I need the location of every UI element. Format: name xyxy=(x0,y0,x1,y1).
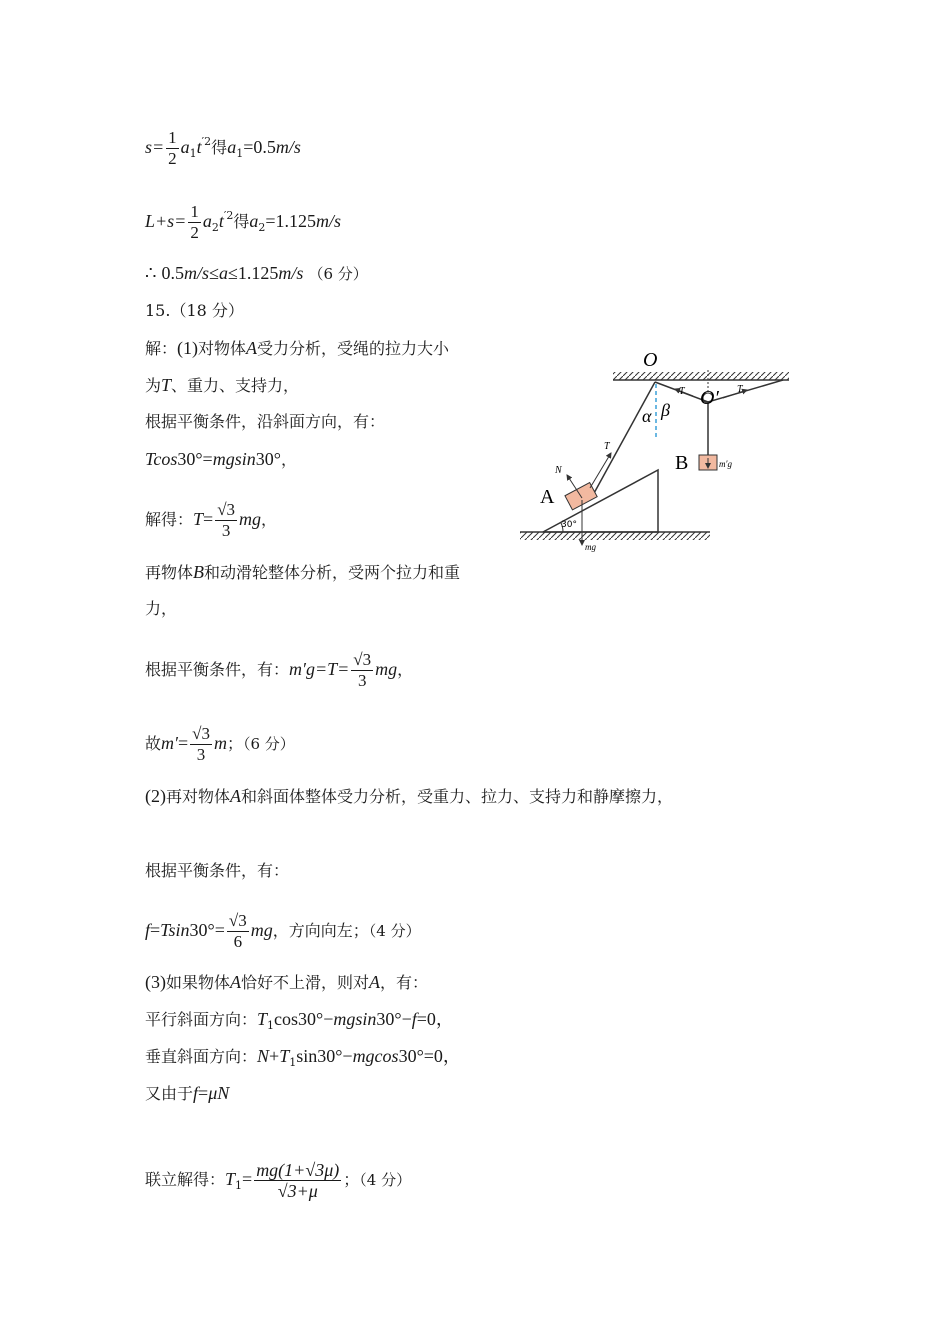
paragraph-9: 故m′= $\frac{√3}{3}$ m；（6 分） xyxy=(145,724,295,764)
fraction: $\frac{√3}{6}$ xyxy=(228,911,247,951)
ground-hatch xyxy=(520,532,710,540)
paragraph-15: 垂直斜面方向：$N+T_1\sin 30^\circ-mgcos30^\circ=0$， xyxy=(145,1046,461,1069)
label-mpg: m′g xyxy=(719,459,732,469)
paragraph-6: 再物体B和动滑轮整体分析，受两个拉力和重 xyxy=(145,562,461,582)
fraction: $\frac{1}{2}$ xyxy=(168,128,177,168)
label-n: N xyxy=(555,465,562,476)
paragraph-1: 解：(1)对物体A受力分析，受绳的拉力大小 xyxy=(145,338,450,358)
question-number: 15.（18 分） xyxy=(145,301,244,320)
label-t-left: T xyxy=(679,386,685,397)
paragraph-16: 又由于f=μN xyxy=(145,1083,230,1103)
label-b: B xyxy=(675,452,689,474)
fraction: $\frac{√3}{3}$ xyxy=(353,650,372,690)
paragraph-5: 解得：T= $\frac{√3}{3}$ mg， xyxy=(145,500,278,540)
paragraph-10: (2)再对物体A和斜面体整体受力分析，受重力、拉力、支持力和静摩擦力， xyxy=(145,786,674,806)
label-angle: 30° xyxy=(561,520,577,530)
label-o-prime: O′ xyxy=(700,387,719,409)
label-mg: mg xyxy=(585,542,596,552)
fraction: $\frac{√3}{3}$ xyxy=(217,500,236,540)
label-t-block: T xyxy=(604,441,610,452)
equation-line-1: s= $\frac{1}{2}$ $a_1t^{'2}$得$a_1=0.5m/s$ xyxy=(145,128,301,168)
paragraph-7: 力， xyxy=(145,599,178,618)
paragraph-12: f=Tsin30°= $\frac{√3}{6}$ mg，方向向左；（4 分） xyxy=(145,911,421,951)
label-t-right: T xyxy=(737,384,743,395)
label-o: O xyxy=(643,349,658,371)
label-a: A xyxy=(540,486,555,508)
paragraph-17: 联立解得：$T_1=$ $\frac{mg(1+√3\mu)}{√3+\mu}$ ；（4 分） xyxy=(145,1160,412,1201)
rope-a xyxy=(593,382,655,495)
paragraph-8: 根据平衡条件，有：m′g=T= $\frac{√3}{3}$ mg， xyxy=(145,650,414,690)
equation-line-3: ∴ 0.5m/s≤a≤1.125m/s （6 分） xyxy=(145,263,368,283)
label-alpha: α xyxy=(642,406,652,426)
paragraph-14: 平行斜面方向：$T_1\cos 30^\circ-mgsin30^\circ-f=0$， xyxy=(145,1009,454,1032)
fraction: $\frac{√3}{3}$ xyxy=(192,724,210,764)
equation-line-2: L+s= $\frac{1}{2}$ $a_2t^{'2}$得$a_2=1.125m/s$ xyxy=(145,202,342,242)
label-beta: β xyxy=(661,400,670,420)
paragraph-11: 根据平衡条件，有： xyxy=(145,861,290,880)
paragraph-4: Tcos30°=mgsin30°， xyxy=(145,449,297,469)
paragraph-3: 根据平衡条件，沿斜面方向，有： xyxy=(145,412,386,431)
paragraph-2: 为T、重力、支持力， xyxy=(145,375,300,395)
paragraph-13: (3)如果物体A恰好不上滑，则对A，有： xyxy=(145,972,429,992)
tension-arrow-right xyxy=(723,390,747,398)
fraction: $\frac{1}{2}$ xyxy=(190,202,199,242)
ceiling-hatch xyxy=(613,372,789,380)
fraction: $\frac{mg(1+√3\mu)}{√3+\mu}$ xyxy=(256,1160,340,1201)
physics-diagram xyxy=(515,340,805,560)
rope-pulley xyxy=(655,380,783,402)
